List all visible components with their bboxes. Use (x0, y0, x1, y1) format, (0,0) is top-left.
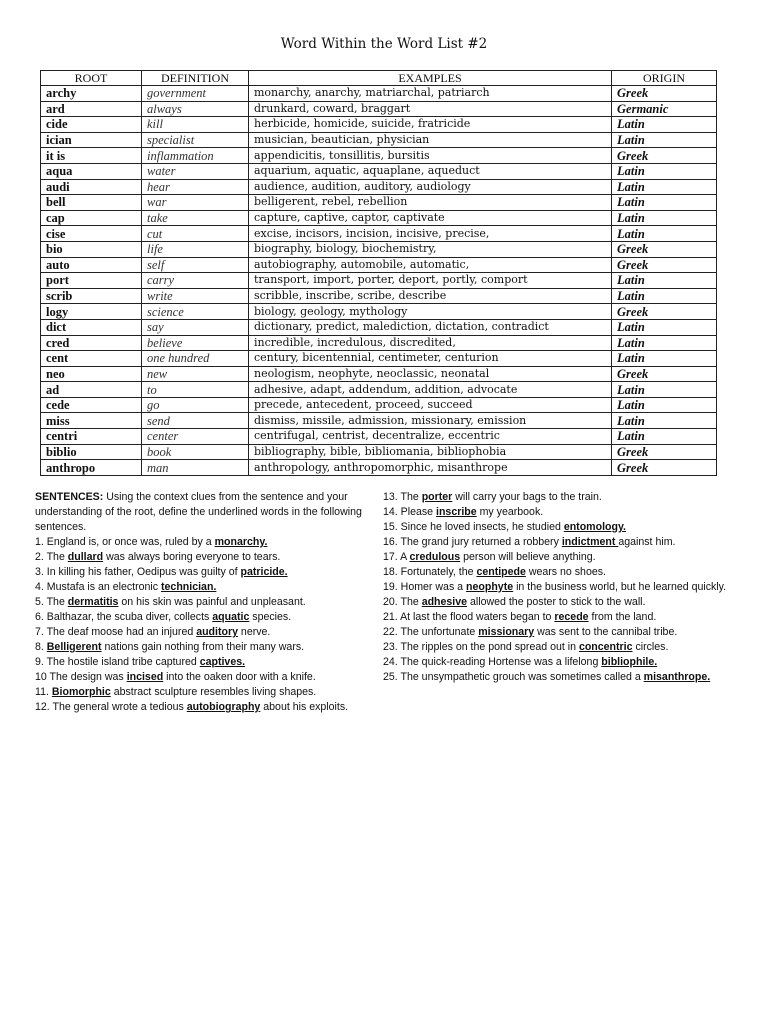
root-cell: logy (41, 304, 142, 320)
sentence-list-right (383, 490, 753, 685)
table-row (41, 397, 717, 413)
sentence-item (35, 640, 380, 655)
root-cell: ician (41, 132, 142, 148)
sentence-item (35, 700, 380, 715)
definition-cell: to (142, 382, 249, 398)
origin-cell: Latin (612, 226, 717, 242)
sentence-item (383, 535, 753, 550)
definition-cell: believe (142, 335, 249, 351)
definition-cell: write (142, 288, 249, 304)
sentence-item (383, 655, 753, 670)
definition-cell: carry (142, 273, 249, 289)
examples-cell: precede, antecedent, proceed, succeed (249, 397, 612, 413)
sentence-item (383, 490, 753, 505)
sentence-text-end: nerve. (237, 626, 271, 638)
examples-cell: capture, captive, captor, captivate (249, 210, 612, 226)
sentences-left-column (35, 490, 380, 715)
table-row (41, 86, 717, 102)
definition-cell: water (142, 163, 249, 179)
sentence-item (383, 505, 753, 520)
sentence-text: 25. The unsympathetic grouch was sometimes called a (383, 671, 644, 683)
origin-column-header: ORIGIN (612, 71, 717, 86)
underlined-vocab-word: adhesive (421, 596, 468, 608)
definition-cell: one hundred (142, 351, 249, 367)
sentence-item (35, 625, 380, 640)
underlined-vocab-word: neophyte (466, 581, 514, 593)
sentence-text: 14. Please (383, 506, 437, 518)
table-row (41, 179, 717, 195)
sentence-item (383, 640, 753, 655)
origin-cell: Latin (612, 351, 717, 367)
root-cell: centri (41, 429, 142, 445)
sentence-text: 23. The ripples on the pond spread out in (383, 641, 579, 653)
sentence-text: 9. The hostile island tribe captured (35, 656, 200, 668)
underlined-vocab-word: credulous (409, 551, 461, 563)
table-row (41, 444, 717, 460)
examples-cell: century, bicentennial, centimeter, centurion (249, 351, 612, 367)
origin-cell: Greek (612, 304, 717, 320)
table-row (41, 226, 717, 242)
origin-cell: Latin (612, 335, 717, 351)
sentence-text: 20. The (383, 596, 422, 608)
sentences-heading: SENTENCES: (35, 491, 104, 503)
underlined-vocab-word: incised (126, 671, 164, 683)
origin-cell: Greek (612, 241, 717, 257)
root-cell: scrib (41, 288, 142, 304)
origin-cell: Greek (612, 86, 717, 102)
table-row (41, 304, 717, 320)
sentence-text-end: abstract sculpture resembles living shapes. (110, 686, 317, 698)
sentence-text: 21. At last the flood waters began to (383, 611, 555, 623)
sentence-text: 3. In killing his father, Oedipus was guilty of (35, 566, 241, 578)
table-row (41, 460, 717, 476)
sentence-text-end: allowed the poster to stick to the wall. (467, 596, 646, 608)
underlined-vocab-word: Biomorphic (51, 686, 111, 698)
origin-cell: Latin (612, 319, 717, 335)
examples-cell: monarchy, anarchy, matriarchal, patriarch (249, 86, 612, 102)
underlined-vocab-word: missionary (478, 626, 535, 638)
definition-cell: center (142, 429, 249, 445)
origin-cell: Latin (612, 273, 717, 289)
root-cell: cent (41, 351, 142, 367)
root-cell: cide (41, 117, 142, 133)
examples-cell: incredible, incredulous, discredited, (249, 335, 612, 351)
underlined-vocab-word: concentric (578, 641, 633, 653)
origin-cell: Latin (612, 195, 717, 211)
table-row (41, 319, 717, 335)
table-row (41, 335, 717, 351)
definition-cell: always (142, 101, 249, 117)
sentence-item (35, 655, 380, 670)
root-cell: it is (41, 148, 142, 164)
table-row (41, 117, 717, 133)
sentences-instructions (35, 490, 380, 535)
sentence-item (383, 595, 753, 610)
table-row (41, 366, 717, 382)
underlined-vocab-word: technician. (161, 581, 217, 593)
underlined-vocab-word: aquatic (212, 611, 250, 623)
sentence-text-end: wears no shoes. (525, 566, 606, 578)
sentence-text-end: will carry your bags to the train. (452, 491, 602, 503)
root-cell: audi (41, 179, 142, 195)
root-cell: cede (41, 397, 142, 413)
definition-cell: government (142, 86, 249, 102)
sentence-text: 1. England is, or once was, ruled by a (35, 536, 215, 548)
definition-cell: hear (142, 179, 249, 195)
root-cell: neo (41, 366, 142, 382)
sentence-text-end: about his exploits. (260, 701, 349, 713)
sentence-text: 13. The (383, 491, 422, 503)
table-header-row (41, 71, 717, 86)
definition-cell: war (142, 195, 249, 211)
examples-cell: appendicitis, tonsillitis, bursitis (249, 148, 612, 164)
sentence-item (35, 550, 380, 565)
examples-cell: musician, beautician, physician (249, 132, 612, 148)
examples-cell: transport, import, porter, deport, portly, comport (249, 273, 612, 289)
underlined-vocab-word: monarchy. (214, 536, 268, 548)
examples-cell: audience, audition, auditory, audiology (249, 179, 612, 195)
sentence-item (383, 625, 753, 640)
underlined-vocab-word: autobiography (186, 701, 261, 713)
underlined-vocab-word: auditory (196, 626, 238, 638)
root-cell: miss (41, 413, 142, 429)
examples-column-header: EXAMPLES (249, 71, 612, 86)
table-row (41, 273, 717, 289)
table-row (41, 132, 717, 148)
examples-cell: adhesive, adapt, addendum, addition, advocate (249, 382, 612, 398)
table-row (41, 413, 717, 429)
sentence-list-left (35, 535, 380, 715)
sentence-text: 12. The general wrote a tedious (35, 701, 187, 713)
origin-cell: Latin (612, 163, 717, 179)
definition-cell: cut (142, 226, 249, 242)
sentence-text: 11. (35, 686, 52, 698)
sentence-item (35, 535, 380, 550)
examples-cell: dismiss, missile, admission, missionary, emission (249, 413, 612, 429)
examples-cell: autobiography, automobile, automatic, (249, 257, 612, 273)
root-cell: cred (41, 335, 142, 351)
sentence-text: 5. The (35, 596, 68, 608)
sentence-text-end: was sent to the cannibal tribe. (534, 626, 678, 638)
sentence-text: 10 The design was (35, 671, 127, 683)
root-cell: biblio (41, 444, 142, 460)
table-row (41, 101, 717, 117)
sentence-text: 15. Since he loved insects, he studied (383, 521, 564, 533)
examples-cell: excise, incisors, incision, incisive, precise, (249, 226, 612, 242)
sentence-text: 2. The (35, 551, 68, 563)
root-cell: archy (41, 86, 142, 102)
sentence-text-end: was always boring everyone to tears. (103, 551, 281, 563)
origin-cell: Latin (612, 429, 717, 445)
sentence-item (383, 670, 753, 685)
origin-cell: Latin (612, 117, 717, 133)
underlined-vocab-word: inscribe (436, 506, 477, 518)
examples-cell: dictionary, predict, malediction, dictation, contradict (249, 319, 612, 335)
table-row (41, 257, 717, 273)
root-cell: aqua (41, 163, 142, 179)
sentence-text-end: my yearbook. (476, 506, 544, 518)
sentence-text-end: nations gain nothing from their many wars. (101, 641, 305, 653)
origin-cell: Latin (612, 210, 717, 226)
table-row (41, 210, 717, 226)
examples-cell: drunkard, coward, braggart (249, 101, 612, 117)
sentence-text-end: circles. (632, 641, 669, 653)
page-title: Word Within the Word List #2 (280, 36, 488, 52)
definition-cell: inflammation (142, 148, 249, 164)
sentence-text: 8. (35, 641, 47, 653)
sentence-item (383, 565, 753, 580)
sentence-text: 6. Balthazar, the scuba diver, collects (35, 611, 213, 623)
examples-cell: scribble, inscribe, scribe, describe (249, 288, 612, 304)
root-cell: ad (41, 382, 142, 398)
origin-cell: Latin (612, 288, 717, 304)
origin-cell: Greek (612, 366, 717, 382)
table-row (41, 148, 717, 164)
sentence-text-end: on his skin was painful and unpleasant. (118, 596, 306, 608)
underlined-vocab-word: porter (421, 491, 453, 503)
table-row (41, 382, 717, 398)
sentence-item (383, 580, 753, 595)
definition-cell: self (142, 257, 249, 273)
sentence-item (383, 520, 753, 535)
underlined-vocab-word: indictment (561, 536, 619, 548)
table-row (41, 241, 717, 257)
sentence-item (35, 610, 380, 625)
sentence-item (35, 685, 380, 700)
origin-cell: Latin (612, 132, 717, 148)
examples-cell: biology, geology, mythology (249, 304, 612, 320)
sentences-intro: Using the context clues from the sentence and your understanding of the root, define the underlined words in the following sentences. (35, 491, 362, 533)
origin-cell: Greek (612, 444, 717, 460)
examples-cell: anthropology, anthropomorphic, misanthrope (249, 460, 612, 476)
examples-cell: belligerent, rebel, rebellion (249, 195, 612, 211)
sentence-text: 24. The quick-reading Hortense was a lifelong (383, 656, 602, 668)
underlined-vocab-word: captives. (199, 656, 246, 668)
origin-cell: Greek (612, 148, 717, 164)
sentence-item (35, 670, 380, 685)
sentence-text: 7. The deaf moose had an injured (35, 626, 197, 638)
definition-cell: life (142, 241, 249, 257)
origin-cell: Greek (612, 460, 717, 476)
examples-cell: bibliography, bible, bibliomania, bibliophobia (249, 444, 612, 460)
root-column-header: ROOT (41, 71, 142, 86)
table-body (41, 86, 717, 476)
sentence-text: 16. The grand jury returned a robbery (383, 536, 562, 548)
sentence-item (35, 595, 380, 610)
definition-cell: man (142, 460, 249, 476)
sentence-text-end: person will believe anything. (460, 551, 596, 563)
underlined-vocab-word: dermatitis (67, 596, 119, 608)
sentence-text: 19. Homer was a (383, 581, 467, 593)
sentence-text: 17. A (383, 551, 410, 563)
table-row (41, 351, 717, 367)
definition-column-header: DEFINITION (142, 71, 249, 86)
underlined-vocab-word: entomology. (563, 521, 626, 533)
underlined-vocab-word: bibliophile. (601, 656, 658, 668)
root-cell: anthropo (41, 460, 142, 476)
sentence-text: 22. The unfortunate (383, 626, 479, 638)
sentence-item (35, 580, 380, 595)
sentence-text-end: species. (249, 611, 292, 623)
sentence-text-end: into the oaken door with a knife. (163, 671, 316, 683)
origin-cell: Latin (612, 413, 717, 429)
definition-cell: go (142, 397, 249, 413)
sentence-item (35, 565, 380, 580)
root-cell: auto (41, 257, 142, 273)
underlined-vocab-word: Belligerent (46, 641, 102, 653)
sentences-right-column (383, 490, 753, 685)
definition-cell: new (142, 366, 249, 382)
origin-cell: Latin (612, 179, 717, 195)
definition-cell: say (142, 319, 249, 335)
root-cell: bio (41, 241, 142, 257)
sentence-text-end: in the business world, but he learned quickly. (513, 581, 727, 593)
root-cell: port (41, 273, 142, 289)
sentence-text-end: against him. (618, 536, 676, 548)
sentence-text-end: from the land. (588, 611, 657, 623)
root-cell: cise (41, 226, 142, 242)
origin-cell: Latin (612, 382, 717, 398)
underlined-vocab-word: centipede (476, 566, 526, 578)
sentence-text: 4. Mustafa is an electronic (35, 581, 162, 593)
underlined-vocab-word: patricide. (240, 566, 288, 578)
sentence-item (383, 610, 753, 625)
origin-cell: Latin (612, 397, 717, 413)
definition-cell: send (142, 413, 249, 429)
examples-cell: biography, biology, biochemistry, (249, 241, 612, 257)
sentence-item (383, 550, 753, 565)
definition-cell: kill (142, 117, 249, 133)
root-cell: dict (41, 319, 142, 335)
origin-cell: Greek (612, 257, 717, 273)
definition-cell: science (142, 304, 249, 320)
table-row (41, 163, 717, 179)
examples-cell: neologism, neophyte, neoclassic, neonatal (249, 366, 612, 382)
word-root-table (40, 70, 717, 476)
definition-cell: book (142, 444, 249, 460)
root-cell: bell (41, 195, 142, 211)
root-cell: cap (41, 210, 142, 226)
examples-cell: centrifugal, centrist, decentralize, eccentric (249, 429, 612, 445)
underlined-vocab-word: recede (554, 611, 589, 623)
origin-cell: Germanic (612, 101, 717, 117)
table-row (41, 195, 717, 211)
table-row (41, 288, 717, 304)
examples-cell: herbicide, homicide, suicide, fratricide (249, 117, 612, 133)
underlined-vocab-word: dullard (67, 551, 104, 563)
definition-cell: take (142, 210, 249, 226)
underlined-vocab-word: misanthrope. (643, 671, 711, 683)
root-cell: ard (41, 101, 142, 117)
sentence-text: 18. Fortunately, the (383, 566, 477, 578)
table-row (41, 429, 717, 445)
definition-cell: specialist (142, 132, 249, 148)
examples-cell: aquarium, aquatic, aquaplane, aqueduct (249, 163, 612, 179)
